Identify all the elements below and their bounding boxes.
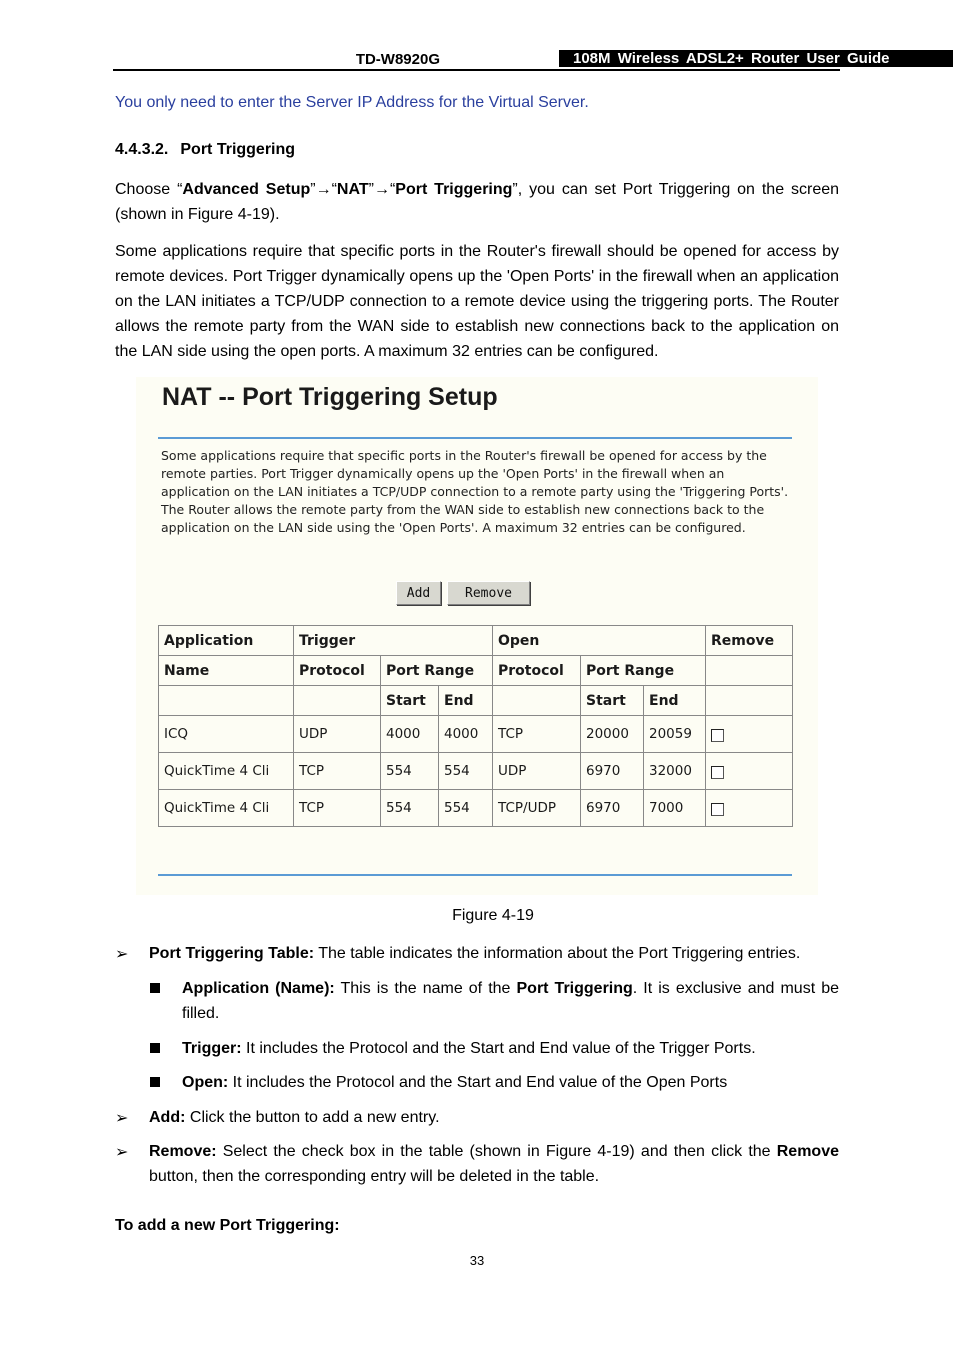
header-trigger-port-range: Port Range <box>381 656 493 686</box>
open-start: 20000 <box>581 716 644 753</box>
table-row <box>159 790 793 827</box>
quote: ” <box>368 181 374 198</box>
intro-text: Choose “ <box>115 181 183 198</box>
model-name: TD-W8920G <box>355 51 440 68</box>
remove-checkbox[interactable] <box>711 766 724 779</box>
trigger-start: 4000 <box>381 716 439 753</box>
to-add-heading: To add a new Port Triggering: <box>115 1217 340 1234</box>
intro-paragraph <box>115 177 839 227</box>
trigger-start: 554 <box>381 790 439 827</box>
open-protocol: UDP <box>493 753 581 790</box>
bullet-label: Trigger: <box>182 1040 242 1057</box>
quote: ” <box>310 181 316 198</box>
guide-title: 108M Wireless ADSL2+ Router User Guide <box>559 50 953 67</box>
bullet-text: button, then the corresponding entry will be deleted in the table. <box>149 1168 600 1185</box>
bullet-add <box>149 1105 839 1130</box>
trigger-protocol: UDP <box>294 716 381 753</box>
menu-port-triggering: Port Triggering <box>395 181 513 198</box>
bullet-text: It includes the Protocol and the Start and End value of the Trigger Ports. <box>241 1040 756 1057</box>
bullet-text: It includes the Protocol and the Start and End value of the Open Ports <box>228 1074 728 1091</box>
screenshot-description: Some applications require that specific ports in the Router's firewall be opened for access by the remote parties. Port Trigger dynamically opens up the 'Open Ports' in the firewall when an application on the LAN initiates a TCP/UDP connection to a remote party using the 'Triggering Ports'. The Router allows the remote party from the WAN side to establish new connections back to the application on the LAN side using the 'Open Ports'. A maximum 32 entries can be configured. <box>161 448 789 535</box>
open-end: 32000 <box>644 753 706 790</box>
remove-cell <box>706 790 793 827</box>
bullet-label: Port Triggering Table: <box>149 945 315 962</box>
remove-cell <box>706 716 793 753</box>
remove-button[interactable]: Remove <box>447 581 530 605</box>
header-trigger-start: Start <box>381 686 439 716</box>
empty-cell <box>294 686 381 716</box>
square-bullet-icon <box>150 983 160 993</box>
quote: “ <box>331 181 337 198</box>
port-triggering-screenshot <box>136 377 818 895</box>
arrow-bullet-icon: ➢ <box>115 1144 129 1161</box>
bullet-remove <box>149 1139 839 1189</box>
trigger-protocol: TCP <box>294 790 381 827</box>
open-start: 6970 <box>581 790 644 827</box>
table-row <box>159 753 793 790</box>
section-title: Port Triggering <box>180 141 296 158</box>
bullet-bold: Port Triggering <box>516 980 633 997</box>
bullet-label: Add: <box>149 1109 186 1126</box>
trigger-end: 554 <box>439 790 493 827</box>
app-name: QuickTime 4 Cli <box>159 790 294 827</box>
open-protocol: TCP/UDP <box>493 790 581 827</box>
trigger-end: 554 <box>439 753 493 790</box>
header-open-start: Start <box>581 686 644 716</box>
bullet-text: This is the name of the <box>334 980 517 997</box>
bullet-application <box>182 976 839 1026</box>
trigger-protocol: TCP <box>294 753 381 790</box>
page-header <box>113 49 890 71</box>
bullet-text: . It is exclusive and must be filled. <box>182 980 840 1022</box>
menu-advanced-setup: Advanced Setup <box>182 181 311 198</box>
bullet-text: The table indicates the information about the Port Triggering entries. <box>314 945 801 962</box>
app-name: ICQ <box>159 716 294 753</box>
arrow-bullet-icon: ➢ <box>115 1110 129 1127</box>
empty-cell <box>706 686 793 716</box>
trigger-start: 554 <box>381 753 439 790</box>
header-open-port-range: Port Range <box>581 656 706 686</box>
bullet-bold: Remove <box>776 1143 839 1160</box>
section-number: 4.4.3.2. <box>115 141 169 158</box>
virtual-server-note: You only need to enter the Server IP Address for the Virtual Server. <box>115 94 589 111</box>
header-trigger-protocol: Protocol <box>294 656 381 686</box>
arrow-icon: → <box>373 181 390 198</box>
bullet-text: Select the check box in the table (shown in Figure 4-19) and then click the <box>216 1143 777 1160</box>
bullet-text: Click the button to add a new entry. <box>185 1109 440 1126</box>
port-triggering-table <box>158 625 793 827</box>
header-open: Open <box>493 626 706 656</box>
remove-checkbox[interactable] <box>711 803 724 816</box>
square-bullet-icon <box>150 1077 160 1087</box>
section-heading <box>115 141 295 159</box>
intro-text: ”, you can set Port Triggering on the screen (shown in Figure 4-19). <box>115 181 840 223</box>
header-trigger-end: End <box>439 686 493 716</box>
screenshot-title: NAT -- Port Triggering Setup <box>162 383 498 411</box>
open-end: 7000 <box>644 790 706 827</box>
header-open-end: End <box>644 686 706 716</box>
header-trigger: Trigger <box>294 626 493 656</box>
bullet-label: Application (Name): <box>182 980 335 997</box>
description-paragraph: Some applications require that specific ports in the Router's firewall should be opened for access by remote devices. Port Trigger dynamically opens up the 'Open Ports' in the firewall when an application on the LAN initiates a TCP/UDP connection to a remote device using the triggering ports. The Router allows the remote party from the WAN side to establish new connections back to the application on the LAN side using the open ports. A maximum 32 entries can be configured. <box>115 243 839 360</box>
empty-cell <box>706 656 793 686</box>
open-start: 6970 <box>581 753 644 790</box>
open-protocol: TCP <box>493 716 581 753</box>
header-remove: Remove <box>706 626 793 656</box>
arrow-icon: → <box>315 181 332 198</box>
remove-checkbox[interactable] <box>711 729 724 742</box>
bullet-trigger <box>182 1036 839 1061</box>
bullet-open <box>182 1070 839 1095</box>
figure-caption: Figure 4-19 <box>452 907 534 924</box>
arrow-bullet-icon: ➢ <box>115 946 129 963</box>
page-number: 33 <box>469 1253 485 1268</box>
bullet-table <box>149 941 839 966</box>
add-button[interactable]: Add <box>396 581 441 605</box>
header-application: Application <box>159 626 294 656</box>
bullet-label: Open: <box>182 1074 229 1091</box>
menu-nat: NAT <box>336 181 369 198</box>
header-name: Name <box>159 656 294 686</box>
app-name: QuickTime 4 Cli <box>159 753 294 790</box>
empty-cell <box>493 686 581 716</box>
divider <box>158 874 792 876</box>
trigger-end: 4000 <box>439 716 493 753</box>
divider <box>158 437 792 439</box>
bullet-label: Remove: <box>149 1143 217 1160</box>
square-bullet-icon <box>150 1043 160 1053</box>
remove-cell <box>706 753 793 790</box>
header-open-protocol: Protocol <box>493 656 581 686</box>
open-end: 20059 <box>644 716 706 753</box>
empty-cell <box>159 686 294 716</box>
table-row <box>159 716 793 753</box>
quote: “ <box>389 181 396 198</box>
